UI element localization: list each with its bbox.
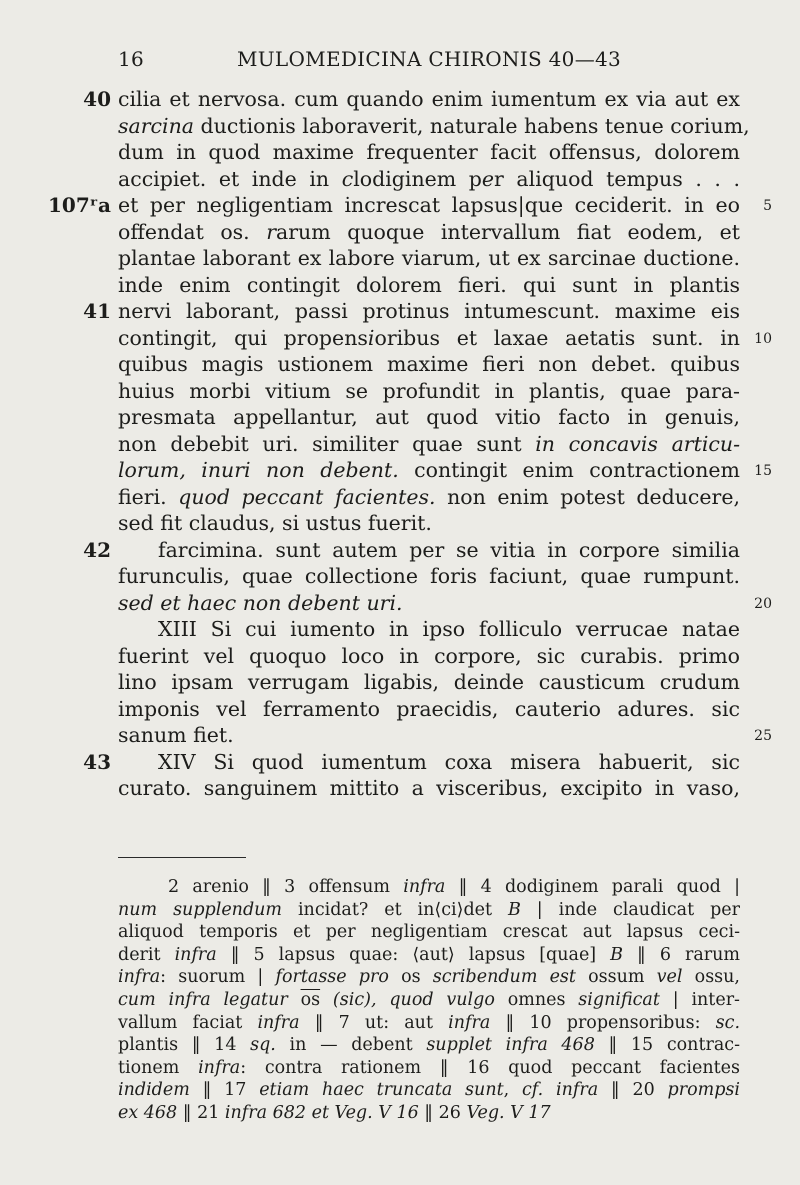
note-text: aliquod temporis et per negligentiam crescat aut lapsus ceci-	[118, 922, 740, 943]
text-line	[118, 563, 740, 590]
critical-apparatus	[118, 876, 740, 1125]
page-number: 16	[118, 47, 145, 71]
text-text: sed et haec non debent uri.	[118, 590, 403, 615]
text-line	[118, 325, 772, 352]
running-head	[118, 47, 740, 77]
text-text: curato. sanguinem mittito a visceribus, excipito in vaso,	[118, 776, 740, 800]
section-number: 107ʳa	[48, 193, 111, 217]
text-text: cilia et nervosa. cum quando enim iumentum ex via aut ex	[118, 87, 740, 111]
line-number: 10	[754, 330, 772, 347]
note-line	[118, 1079, 740, 1102]
text-text: non debebit uri. similiter quae sunt in concavis articu-	[118, 431, 741, 456]
line-number: 5	[763, 198, 772, 214]
note-text: cum infra legatur $\overline{os}$ (sic), quod vulgo omnes significat | inter-	[118, 989, 740, 1010]
text-text: sanum fiet.	[118, 723, 234, 747]
text-text: inde enim contingit dolorem fieri. qui sunt in plantis	[118, 272, 740, 297]
line-number: 25	[754, 728, 772, 744]
section-number: 41	[83, 299, 111, 323]
note-text: num supplendum incidat? et in⟨ci⟩det B | inde claudicat per	[118, 899, 741, 920]
text-line	[118, 696, 740, 723]
text-text: plantae laborant ex labore viarum, ut ex sarcinae ductione.	[118, 246, 740, 270]
text-line	[83, 749, 740, 776]
text-text: dum in quod maxime frequenter facit offensus, dolorem	[118, 140, 740, 164]
text-line	[118, 272, 740, 299]
text-text: lorum, inuri non debent. contingit enim contractionem	[118, 458, 740, 482]
note-text: 2 arenio ‖ 3 offensum infra ‖ 4 dodiginem parali quod |	[168, 877, 740, 897]
running-title: MULOMEDICINA CHIRONIS 40—43	[236, 47, 622, 71]
note-line	[118, 876, 740, 899]
text-line	[118, 669, 740, 696]
text-text: presmata appellantur, aut quod vitio facto in genuis,	[118, 405, 740, 429]
section-number: 42	[83, 537, 111, 562]
text-text: XIV Si quod iumentum coxa misera habuerit, sic	[158, 749, 740, 774]
note-line	[118, 1057, 740, 1080]
note-text: tionem infra: contra rationem ‖ 16 quod peccant facientes	[118, 1057, 740, 1078]
main-text	[48, 86, 772, 802]
note-line	[118, 989, 740, 1012]
text-line	[83, 86, 740, 113]
text-line	[118, 590, 772, 617]
note-line	[118, 944, 740, 967]
text-text: furunculis, quae collectione foris faciunt, quae rumpunt.	[118, 564, 740, 588]
text-text: fieri. quod peccant facientes. non enim potest deducere,	[118, 484, 740, 509]
line-number: 20	[754, 595, 772, 612]
text-text: lino ipsam verrugam ligabis, deinde causticum crudum	[118, 670, 740, 694]
note-text: vallum faciat infra ‖ 7 ut: aut infra ‖ 10 propensoribus: sc.	[118, 1012, 741, 1033]
text-line	[118, 484, 740, 511]
text-text: et per negligentiam increscat lapsus|que ceciderit. in eo	[118, 193, 740, 217]
section-number: 43	[83, 749, 111, 774]
text-text: imponis vel ferramento praecidis, cauterio adures. sic	[118, 696, 740, 721]
text-line	[118, 113, 750, 140]
text-text: XIII Si cui iumento in ipso folliculo verrucae natae	[158, 617, 740, 641]
text-text: accipiet. et inde in clodiginem per aliquod tempus . . .	[118, 166, 740, 191]
text-text: quibus magis ustionem maxime fieri non debet. quibus	[118, 352, 740, 376]
note-text: derit infra ‖ 5 lapsus quae: ⟨aut⟩ lapsus [quae] B ‖ 6 rarum	[118, 944, 740, 965]
text-line	[118, 404, 740, 431]
text-line	[83, 537, 740, 564]
text-text: huius morbi vitium se profundit in plantis, quae para-	[118, 378, 740, 403]
note-text: plantis ‖ 14 sq. in — debent supplet infra 468 ‖ 15 contrac-	[118, 1035, 740, 1056]
text-text: fuerint vel quoquo loco in corpore, sic curabis. primo	[118, 643, 740, 668]
text-text: offendat os. rarum quoque intervallum fiat eodem, et	[118, 219, 740, 244]
text-line	[83, 298, 740, 325]
text-line	[118, 351, 740, 378]
text-text: farcimina. sunt autem per se vitia in corpore similia	[158, 537, 740, 562]
note-line	[118, 899, 740, 922]
text-line	[118, 219, 740, 246]
text-text: sarcina ductionis laboraverit, naturale habens tenue corium,	[118, 113, 750, 138]
note-text: infra: suorum | fortasse pro os scribendum est ossum vel ossu,	[118, 967, 740, 988]
text-line	[118, 431, 740, 458]
text-line	[118, 510, 740, 537]
text-line	[118, 166, 740, 193]
note-line	[118, 966, 740, 989]
text-text: nervi laborant, passi protinus intumescunt. maxime eis	[118, 299, 740, 323]
note-line	[118, 1012, 740, 1035]
note-line	[118, 1034, 740, 1057]
line-number: 15	[754, 463, 772, 479]
note-line	[118, 921, 740, 944]
text-text: contingit, qui propensioribus et laxae aetatis sunt. in	[118, 325, 740, 350]
text-line	[118, 139, 740, 166]
note-line	[118, 1102, 740, 1125]
section-number: 40	[83, 87, 111, 111]
text-line	[118, 722, 772, 749]
footnote-rule	[118, 857, 246, 858]
text-line	[118, 616, 740, 643]
text-text: sed fit claudus, si ustus fuerit.	[118, 511, 432, 535]
text-line	[118, 643, 740, 670]
text-line	[118, 378, 740, 405]
note-text: ex 468 ‖ 21 infra 682 et Veg. V 16 ‖ 26 Veg. V 17	[118, 1102, 551, 1123]
text-line	[48, 192, 772, 219]
note-text: indidem ‖ 17 etiam haec truncata sunt, cf. infra ‖ 20 prompsi	[118, 1080, 740, 1101]
text-line	[118, 775, 740, 802]
text-line	[118, 245, 740, 272]
text-line	[118, 457, 772, 484]
